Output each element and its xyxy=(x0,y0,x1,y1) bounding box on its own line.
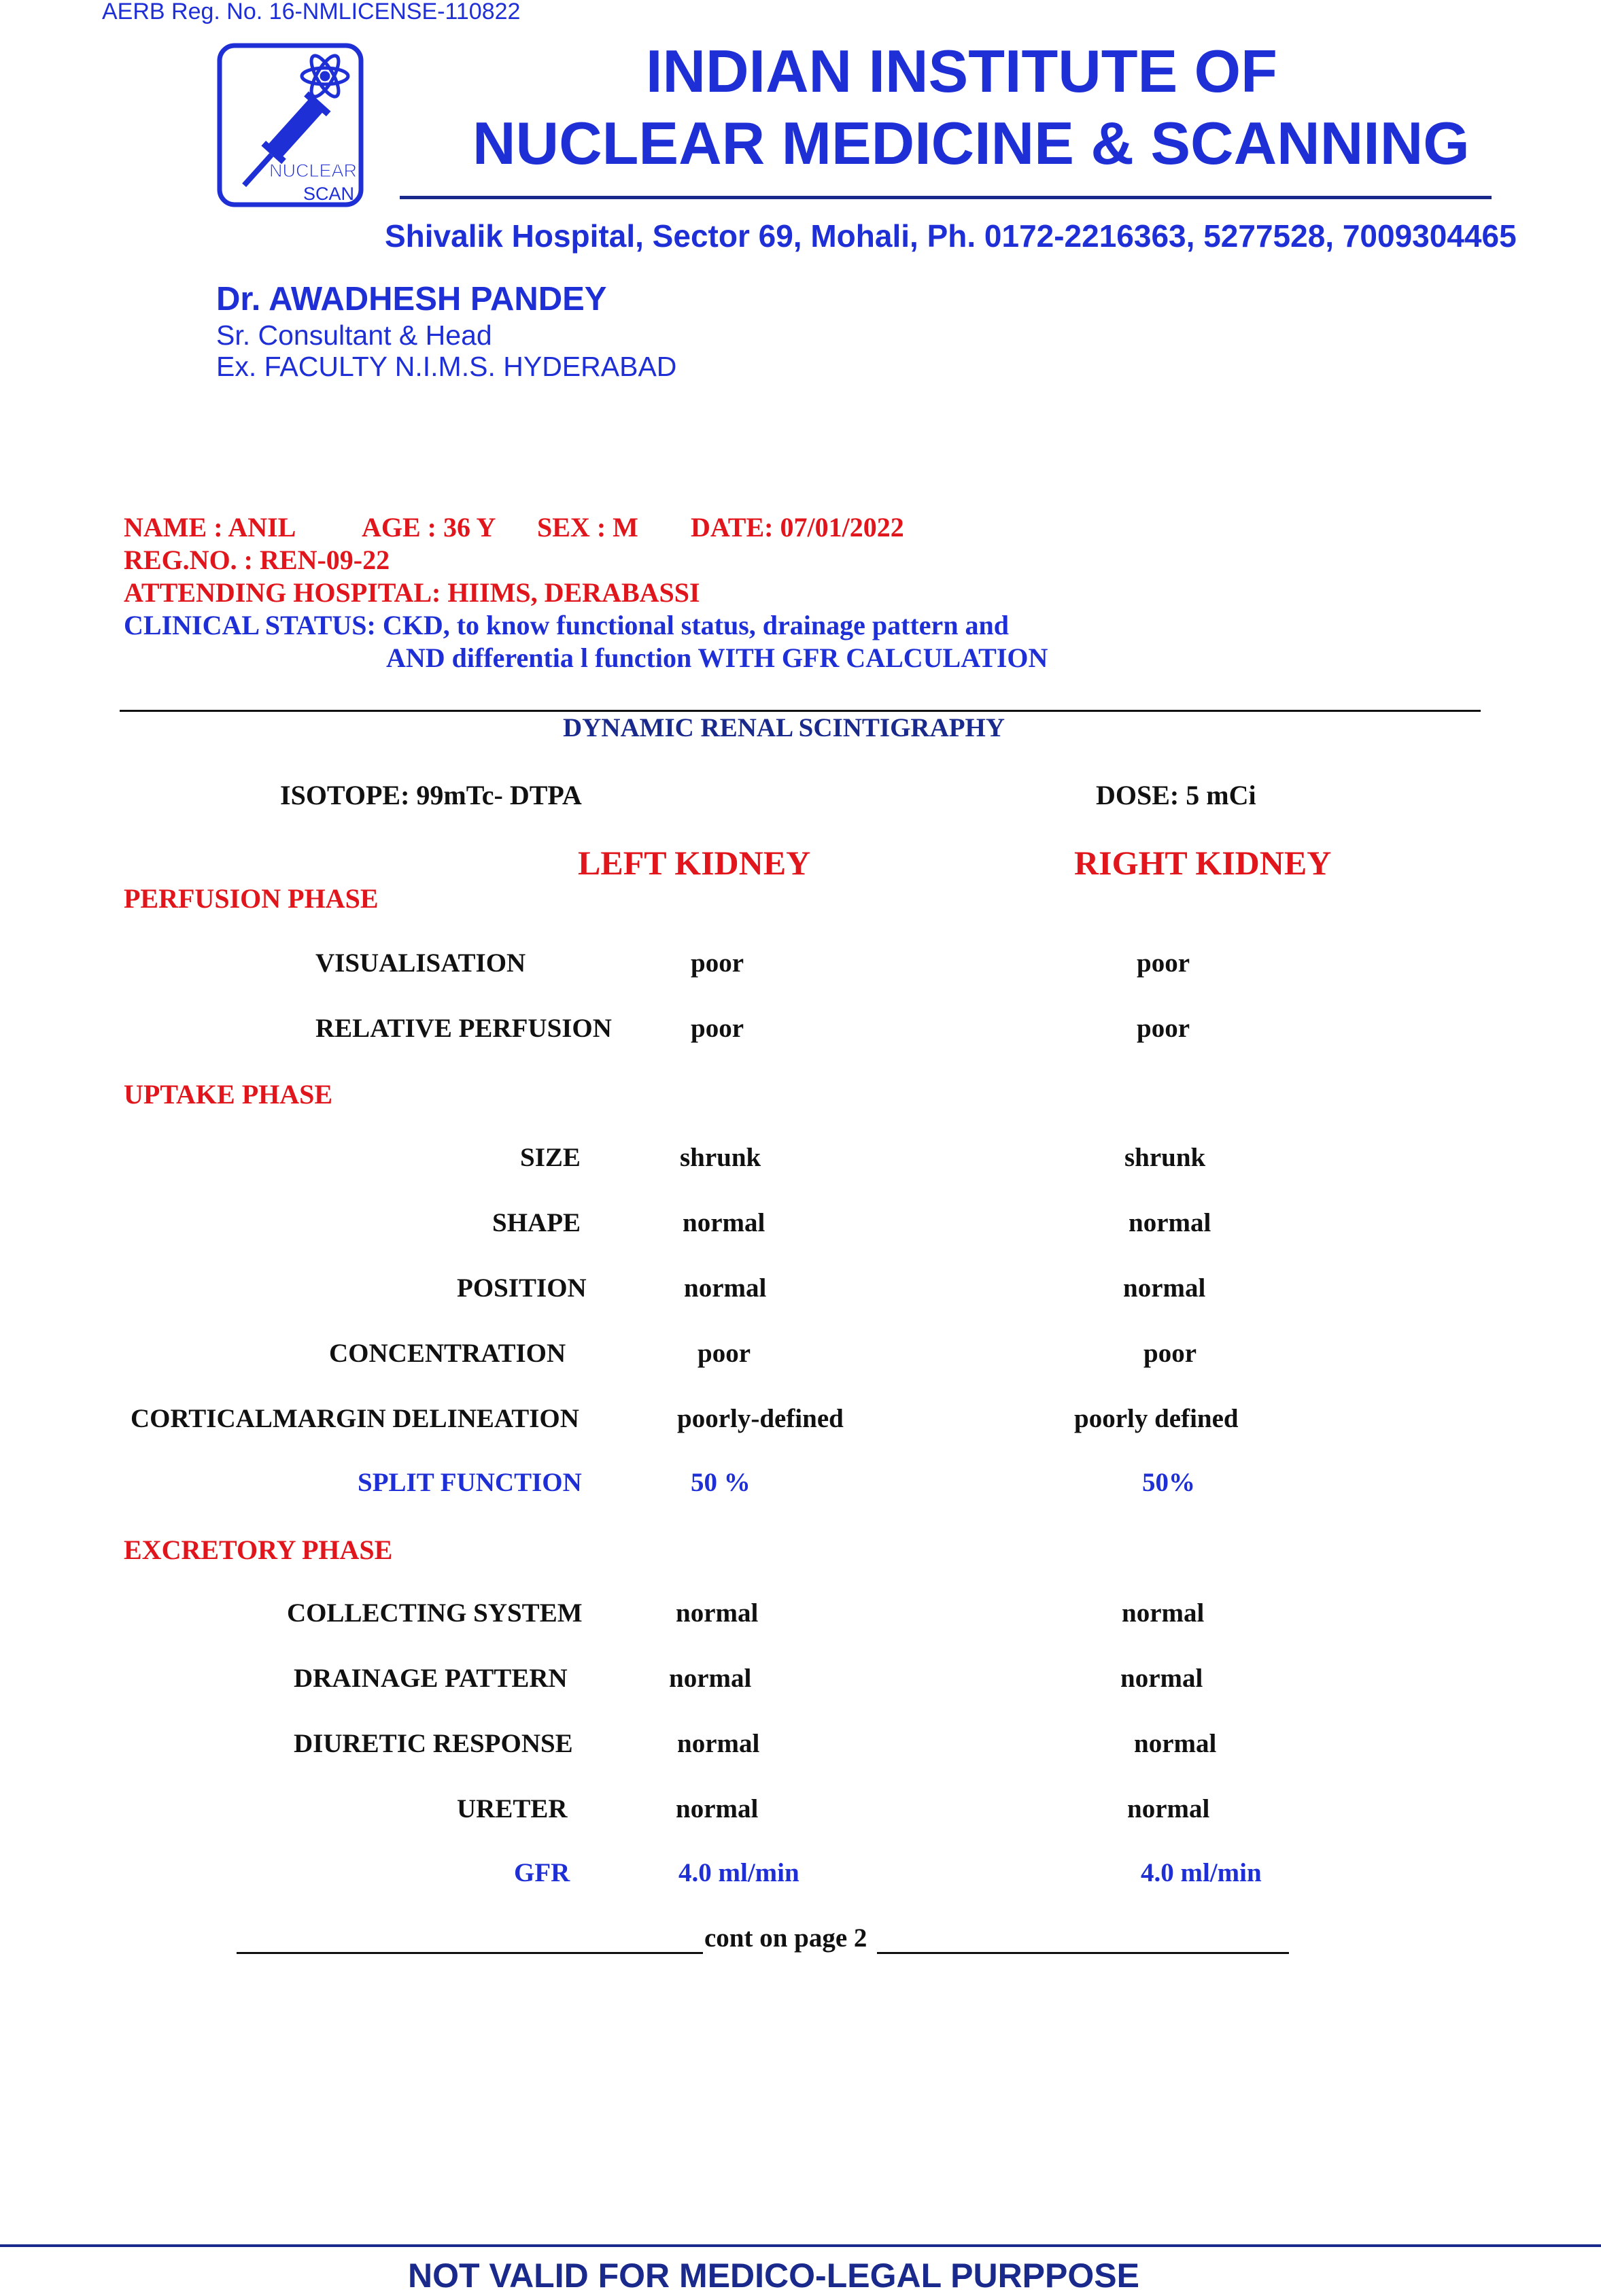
continuation-line-right xyxy=(877,1952,1289,1954)
doctor-faculty: Ex. FACULTY N.I.M.S. HYDERABAD xyxy=(216,351,677,382)
clinical-status-line1: CLINICAL STATUS: CKD, to know functional status, drainage pattern and xyxy=(124,610,1010,640)
left-value-concentration: poor xyxy=(698,1339,751,1368)
footer-divider xyxy=(0,2244,1601,2247)
report-date: DATE: 07/01/2022 xyxy=(691,512,904,543)
attending-hospital: ATTENDING HOSPITAL: HIIMS, DERABASSI xyxy=(124,577,700,608)
patient-age: AGE : 36 Y xyxy=(362,512,496,543)
left-value-drainage-pattern: normal xyxy=(669,1664,752,1693)
left-value-collecting-system: normal xyxy=(676,1598,759,1628)
row-label-gfr: GFR xyxy=(514,1858,570,1887)
row-label-position: POSITION xyxy=(457,1273,587,1303)
perfusion-phase-heading: PERFUSION PHASE xyxy=(124,883,379,914)
left-value-shape: normal xyxy=(683,1208,765,1237)
legal-disclaimer: NOT VALID FOR MEDICO-LEGAL PURPPOSE xyxy=(408,2257,1139,2295)
uptake-phase-heading: UPTAKE PHASE xyxy=(124,1079,333,1110)
right-value-gfr: 4.0 ml/min xyxy=(1141,1858,1262,1887)
left-value-cortical-margin: poorly-defined xyxy=(677,1404,844,1433)
left-value-ureter: normal xyxy=(676,1794,759,1823)
right-value-concentration: poor xyxy=(1143,1339,1197,1368)
study-title: DYNAMIC RENAL SCINTIGRAPHY xyxy=(563,713,1005,742)
right-value-size: shrunk xyxy=(1124,1143,1206,1172)
row-label-concentration: CONCENTRATION xyxy=(329,1339,566,1368)
row-label-ureter: URETER xyxy=(457,1794,568,1823)
right-value-relative-perfusion: poor xyxy=(1137,1014,1190,1043)
left-value-gfr: 4.0 ml/min xyxy=(678,1858,799,1887)
left-value-visualisation: poor xyxy=(691,948,744,978)
row-label-relative-perfusion: RELATIVE PERFUSION xyxy=(315,1014,612,1043)
nuclear-scan-logo-icon xyxy=(216,42,364,208)
dose: DOSE: 5 mCi xyxy=(1096,780,1256,810)
institute-title-line2: NUCLEAR MEDICINE & SCANNING xyxy=(472,109,1470,177)
right-value-shape: normal xyxy=(1129,1208,1211,1237)
row-label-cortical-margin: CORTICALMARGIN DELINEATION xyxy=(131,1404,579,1433)
right-value-diuretic-response: normal xyxy=(1134,1729,1217,1758)
right-value-position: normal xyxy=(1123,1273,1206,1303)
aerb-reg-number: AERB Reg. No. 16-NMLICENSE-110822 xyxy=(102,0,521,24)
left-value-split-function: 50 % xyxy=(691,1468,751,1497)
right-value-cortical-margin: poorly defined xyxy=(1074,1404,1239,1433)
patient-sex: SEX : M xyxy=(537,512,638,543)
right-value-split-function: 50% xyxy=(1142,1468,1195,1497)
row-label-split-function: SPLIT FUNCTION xyxy=(358,1468,582,1497)
continuation-note: cont on page 2 xyxy=(704,1923,867,1953)
right-value-visualisation: poor xyxy=(1137,948,1190,978)
right-value-drainage-pattern: normal xyxy=(1120,1664,1203,1693)
continuation-line-left xyxy=(237,1952,703,1954)
doctor-designation: Sr. Consultant & Head xyxy=(216,320,492,351)
right-value-ureter: normal xyxy=(1127,1794,1210,1823)
doctor-name: Dr. AWADHESH PANDEY xyxy=(216,281,607,318)
section-divider xyxy=(120,710,1481,712)
logo-text-nuclear: NUCLEAR xyxy=(269,160,358,181)
patient-name: NAME : ANIL xyxy=(124,512,296,543)
header-divider xyxy=(400,196,1492,199)
institute-title-line1: INDIAN INSTITUTE OF xyxy=(646,37,1277,105)
institute-address: Shivalik Hospital, Sector 69, Mohali, Ph. 0172-2216363, 5277528, 7009304465 xyxy=(385,218,1517,254)
right-value-collecting-system: normal xyxy=(1122,1598,1205,1628)
left-value-diuretic-response: normal xyxy=(677,1729,760,1758)
logo-text-scan: SCAN xyxy=(303,184,355,204)
left-value-position: normal xyxy=(684,1273,767,1303)
row-label-size: SIZE xyxy=(520,1143,581,1172)
clinical-status-line2: AND differentia l function WITH GFR CALCULATION xyxy=(386,642,1048,673)
left-kidney-header: LEFT KIDNEY xyxy=(578,844,811,882)
isotope: ISOTOPE: 99mTc- DTPA xyxy=(280,780,582,810)
row-label-visualisation: VISUALISATION xyxy=(315,948,526,978)
row-label-diuretic-response: DIURETIC RESPONSE xyxy=(294,1729,573,1758)
left-value-relative-perfusion: poor xyxy=(691,1014,744,1043)
right-kidney-header: RIGHT KIDNEY xyxy=(1074,844,1332,882)
row-label-shape: SHAPE xyxy=(492,1208,581,1237)
left-value-size: shrunk xyxy=(680,1143,761,1172)
excretory-phase-heading: EXCRETORY PHASE xyxy=(124,1535,393,1565)
row-label-drainage-pattern: DRAINAGE PATTERN xyxy=(294,1664,568,1693)
row-label-collecting-system: COLLECTING SYSTEM xyxy=(287,1598,583,1628)
registration-number: REG.NO. : REN-09-22 xyxy=(124,545,390,575)
